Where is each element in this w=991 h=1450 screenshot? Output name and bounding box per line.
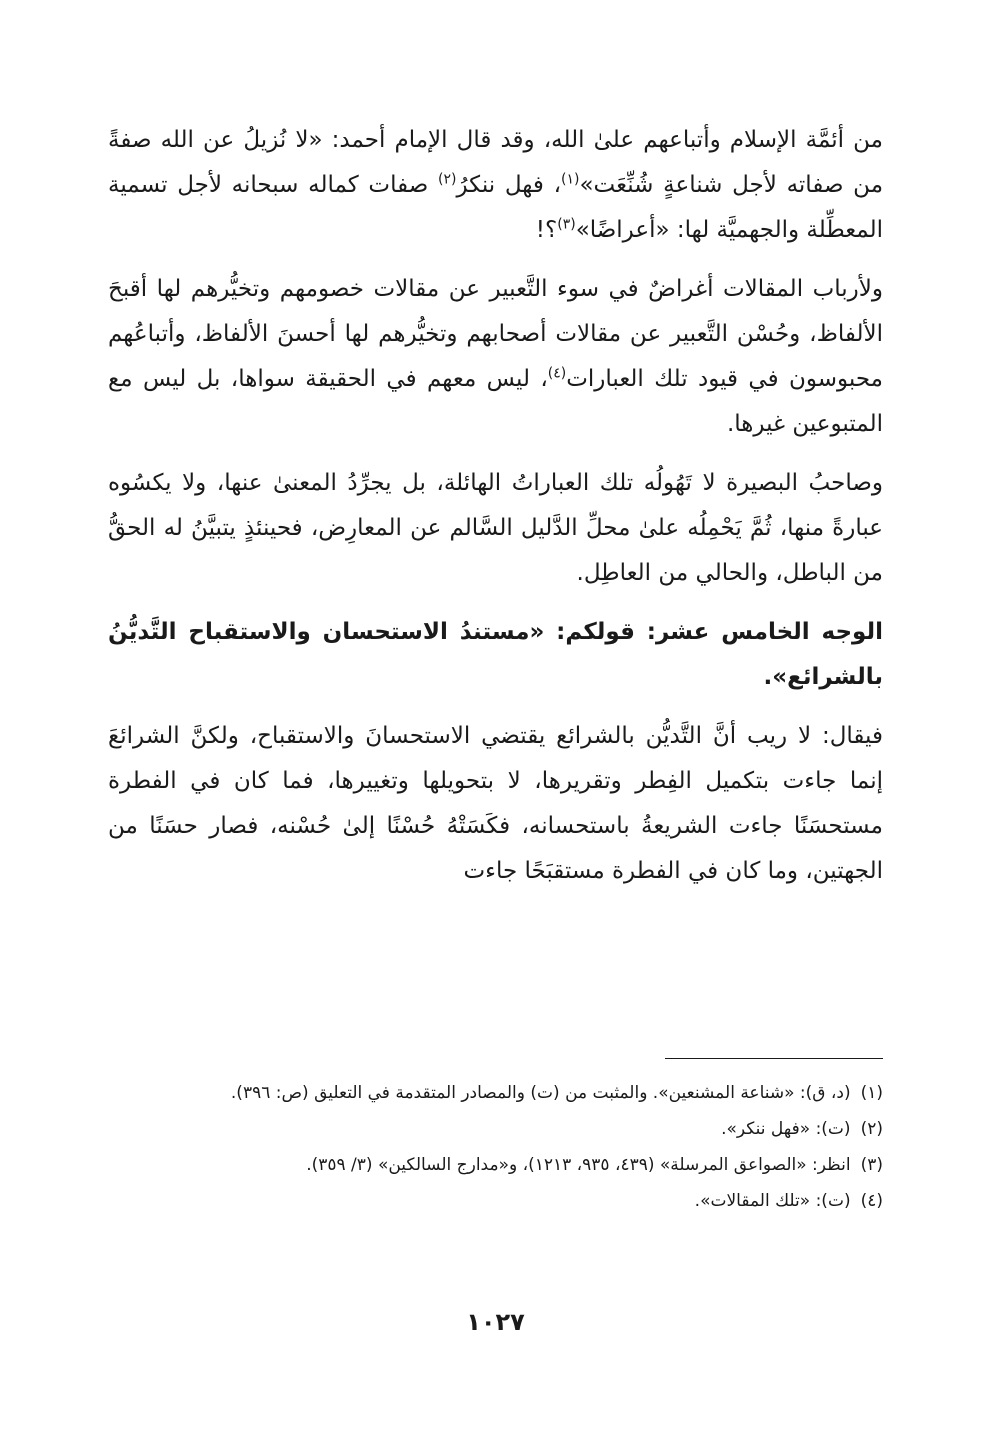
footnote-2 [108, 1112, 883, 1146]
footnote-number: (١) [860, 1083, 883, 1103]
section-heading-label: الوجه الخامس عشر: قولكم: [544, 619, 883, 645]
footnote-3 [108, 1148, 883, 1182]
paragraph-4-text: فيقال: لا ريب أنَّ التَّديُّن بالشرائع يقتضي الاستحسانَ والاستقباح، ولكنَّ الشرائعَ إنما جاءت بتكميل الفِطر وتقريرها، لا بتحويلها وتغييرها، فما كان في الفطرة مستحسَنًا جاءت الشريعةُ باستحسانه، فكَسَتْهُ حُسْنًا إلىٰ حُسْنه، فصار حسَنًا من الجهتين، وما كان في الفطرة مستقبَحًا جاءت [108, 723, 883, 884]
paragraph-1-text: من أئمَّة الإسلام وأتباعهم علىٰ الله، وقد قال الإمام أحمد: «لا نُزيلُ عن الله صفةً من صفاته لأجل شناعةٍ شُنِّعَت» [108, 127, 884, 198]
footnote-divider [665, 1058, 883, 1059]
footnote-4 [108, 1184, 883, 1218]
footnote-ref-2[interactable]: (٢) [437, 171, 457, 188]
footnote-number: (٢) [860, 1119, 883, 1139]
footnote-text: (ت): «فهل ننكر». [721, 1119, 851, 1139]
main-text [108, 118, 883, 908]
paragraph-3 [108, 461, 883, 596]
paragraph-1 [108, 118, 883, 253]
footnote-ref-1[interactable]: (١) [561, 171, 580, 188]
footnote-number: (٣) [860, 1155, 883, 1175]
paragraph-2 [108, 267, 883, 447]
footnote-1 [108, 1076, 883, 1110]
section-heading [108, 610, 883, 700]
section-heading-quote: «مستندُ الاستحسان والاستقباح التَّديُّنُ بالشرائع». [108, 619, 883, 690]
footnote-text: (د، ق): «شناعة المشنعين». والمثبت من (ت) والمصادر المتقدمة في التعليق (ص: ٣٩٦). [230, 1083, 851, 1103]
paragraph-2-text: ولأرباب المقالات أغراضٌ في سوء التَّعبير عن مقالات خصومهم وتخيُّرهم لها أقبحَ الألفاظ، وحُسْن التَّعبير عن مقالات أصحابهم وتخيُّرهم لها أحسنَ الألفاظ، وأتباعُهم محبوسون في قيود تلك العبارات [108, 276, 883, 392]
footnote-text: انظر: «الصواعق المرسلة» (٤٣٩، ٩٣٥، ١٢١٣)، و«مدارج السالكين» (٣/ ٣٥٩). [306, 1155, 851, 1175]
paragraph-4 [108, 714, 883, 894]
footnote-ref-4[interactable]: (٤) [547, 365, 567, 382]
paragraph-2-end: ، ليس معهم في الحقيقة سواها، بل ليس مع المتبوعين غيرها. [108, 366, 883, 437]
footnotes [108, 1076, 883, 1220]
page-number: ١٠٢٧ [466, 1308, 525, 1336]
footnote-number: (٤) [860, 1191, 883, 1211]
paragraph-1-mid: ، فهل ننكرُ [456, 172, 562, 198]
paragraph-1-text-2: صفات كماله سبحانه لأجل تسمية المعطِّلة والجهميَّة لها: «أعراضًا» [108, 172, 883, 243]
footnote-text: (ت): «تلك المقالات». [694, 1191, 851, 1211]
paragraph-3-text: وصاحبُ البصيرة لا تَهُولُه تلك العباراتُ الهائلة، بل يجرِّدُ المعنىٰ عنها، ولا يكسُوه عبارةً منها، ثُمَّ يَحْمِلُه علىٰ محلِّ الدَّليل السَّالم عن المعارِض، فحينئذٍ يتبيَّنُ له الحقُّ من الباطل، والحالي من العاطِل. [108, 470, 883, 586]
footnote-ref-3[interactable]: (٣) [557, 216, 576, 233]
paragraph-1-end: ؟! [535, 217, 558, 243]
